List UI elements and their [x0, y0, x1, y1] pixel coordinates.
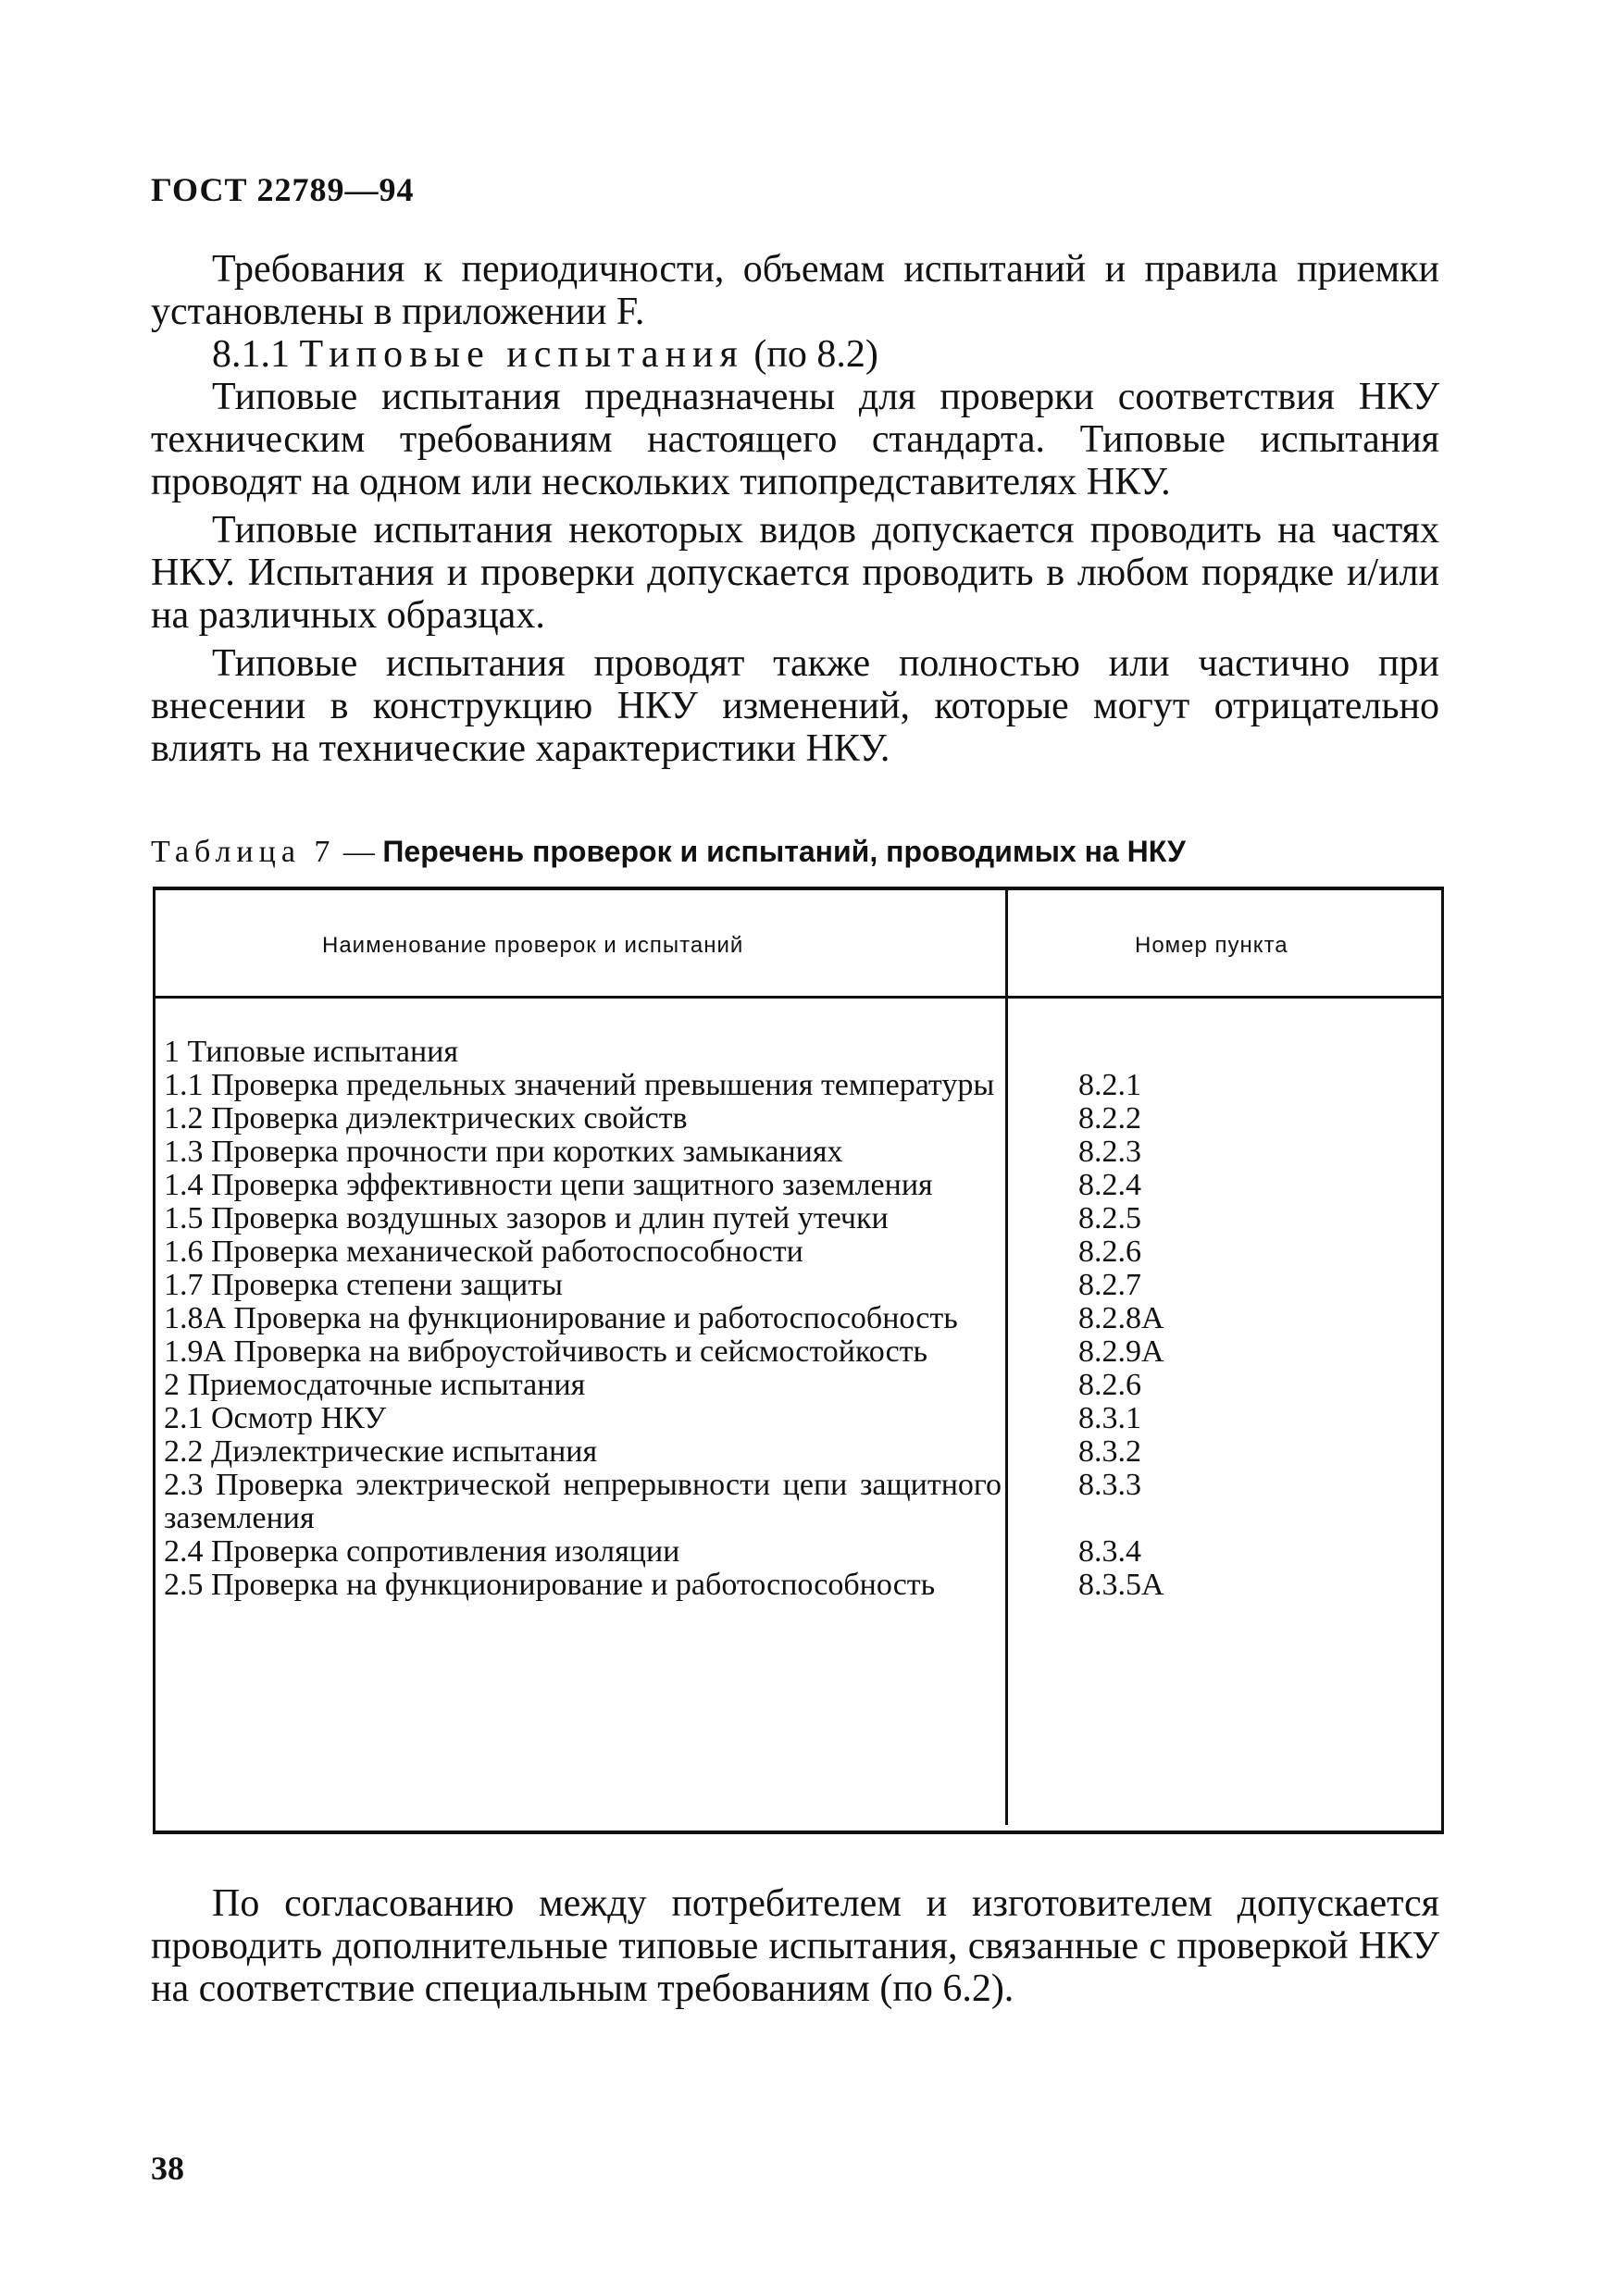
row-number: 8.2.4 — [1078, 1168, 1141, 1202]
table-row — [164, 1235, 1441, 1269]
row-number: 8.3.5А — [1078, 1568, 1164, 1602]
column-header-number: Номер пункта — [1135, 933, 1288, 958]
table-row — [164, 1102, 1441, 1136]
paragraph-type-tests-purpose: Типовые испытания предназначены для проверки соответствия НКУ техническим требованиям настоящего стандарта. Типовые испытания проводят на одном или нескольких типопредставителях НКУ. — [151, 376, 1439, 503]
row-name: 2.5 Проверка на функционирование и работоспособность — [164, 1568, 936, 1602]
row-number: 8.3.1 — [1078, 1401, 1141, 1435]
row-name: 2.1 Осмотр НКУ — [164, 1401, 387, 1435]
table-row — [164, 1335, 1441, 1369]
row-name: 1.6 Проверка механической работоспособности — [164, 1235, 803, 1269]
row-number: 8.2.2 — [1078, 1101, 1141, 1136]
table-row — [164, 1202, 1441, 1235]
table-caption-label: Таблица 7 — [151, 835, 336, 869]
paragraph-additional-tests: По согласованию между потребителем и изготовителем допускается проводить дополнительные типовые испытания, связанные с проверкой НКУ на соответствие специальным требованиям (по 6.2). — [151, 1882, 1439, 2010]
paragraph-type-tests-changes: Типовые испытания проводят также полностью или частично при внесении в конструкцию НКУ изменений, которые могут отрицательно влиять на технические характеристики НКУ. — [151, 642, 1439, 770]
table-row — [164, 1036, 1441, 1069]
section-title: Типовые испытания — [299, 333, 744, 376]
row-number: 8.2.5 — [1078, 1201, 1141, 1235]
tests-table — [153, 887, 1444, 1834]
column-header-name: Наименование проверок и испытаний — [322, 933, 744, 958]
paragraph-type-tests-parts: Типовые испытания некоторых видов допускается проводить на частях НКУ. Испытания и проверки допускается проводить в любом порядке и/или на различных образцах. — [151, 509, 1439, 637]
table-caption — [151, 835, 1447, 870]
section-ref: (по 8.2) — [753, 333, 878, 376]
row-number: 8.2.3 — [1078, 1135, 1141, 1169]
row-number: 8.2.6 — [1078, 1235, 1141, 1269]
row-number: 8.2.7 — [1078, 1268, 1141, 1302]
row-name: 1.7 Проверка степени защиты — [164, 1268, 563, 1302]
row-name: 2.4 Проверка сопротивления изоляции — [164, 1534, 680, 1569]
table-row — [164, 1535, 1441, 1569]
row-number — [1002, 1036, 1270, 1069]
table-row — [164, 1269, 1441, 1302]
row-number: 8.3.4 — [1078, 1534, 1141, 1569]
table-row — [164, 1069, 1441, 1102]
row-name: 2.3 Проверка электрической непрерывности цепи защитного заземления — [164, 1468, 1002, 1535]
table-row — [164, 1369, 1441, 1402]
table-row — [164, 1402, 1441, 1435]
header-rule — [156, 996, 1441, 999]
row-name: 1.3 Проверка прочности при коротких замыканиях — [164, 1135, 843, 1169]
row-name: 1.2 Проверка диэлектрических свойств — [164, 1101, 688, 1136]
row-name: 1.9А Проверка на виброустойчивость и сейсмостойкость — [164, 1334, 928, 1369]
paragraph-periodicity: Требования к периодичности, объемам испытаний и правила приемки установлены в приложении F. — [151, 248, 1439, 333]
section-heading — [151, 333, 1439, 376]
table-caption-title: Перечень проверок и испытаний, проводимых на НКУ — [382, 835, 1186, 868]
row-name: 1.8А Проверка на функционирование и работоспособность — [164, 1301, 958, 1335]
row-number: 8.3.2 — [1078, 1434, 1141, 1469]
row-number: 8.2.9А — [1078, 1334, 1164, 1369]
table-row — [164, 1169, 1441, 1202]
table-caption-dash: — — [342, 835, 375, 869]
row-number: 8.3.3 — [1078, 1468, 1141, 1502]
row-name: 1.1 Проверка предельных значений превышения температуры — [164, 1068, 995, 1102]
intro-text — [151, 248, 1439, 776]
table-row — [164, 1302, 1441, 1335]
page-number: 38 — [151, 2150, 184, 2187]
table-row — [164, 1136, 1441, 1169]
row-name: 1 Типовые испытания — [164, 1035, 459, 1069]
row-name: 1.5 Проверка воздушных зазоров и длин путей утечки — [164, 1201, 889, 1235]
row-name: 2.2 Диэлектрические испытания — [164, 1434, 598, 1469]
table-row — [164, 1469, 1441, 1535]
row-number: 8.2.6 — [1078, 1368, 1141, 1402]
footer-text — [151, 1882, 1439, 2016]
row-number: 8.2.8А — [1078, 1301, 1164, 1335]
table-row — [164, 1569, 1441, 1602]
row-name: 1.4 Проверка эффективности цепи защитного заземления — [164, 1168, 933, 1202]
table-body — [164, 1036, 1441, 1602]
document-header: ГОСТ 22789—94 — [151, 171, 415, 208]
section-number: 8.1.1 — [212, 333, 290, 376]
row-number: 8.2.1 — [1078, 1068, 1141, 1102]
row-name: 2 Приемосдаточные испытания — [164, 1368, 586, 1402]
table-row — [164, 1435, 1441, 1469]
